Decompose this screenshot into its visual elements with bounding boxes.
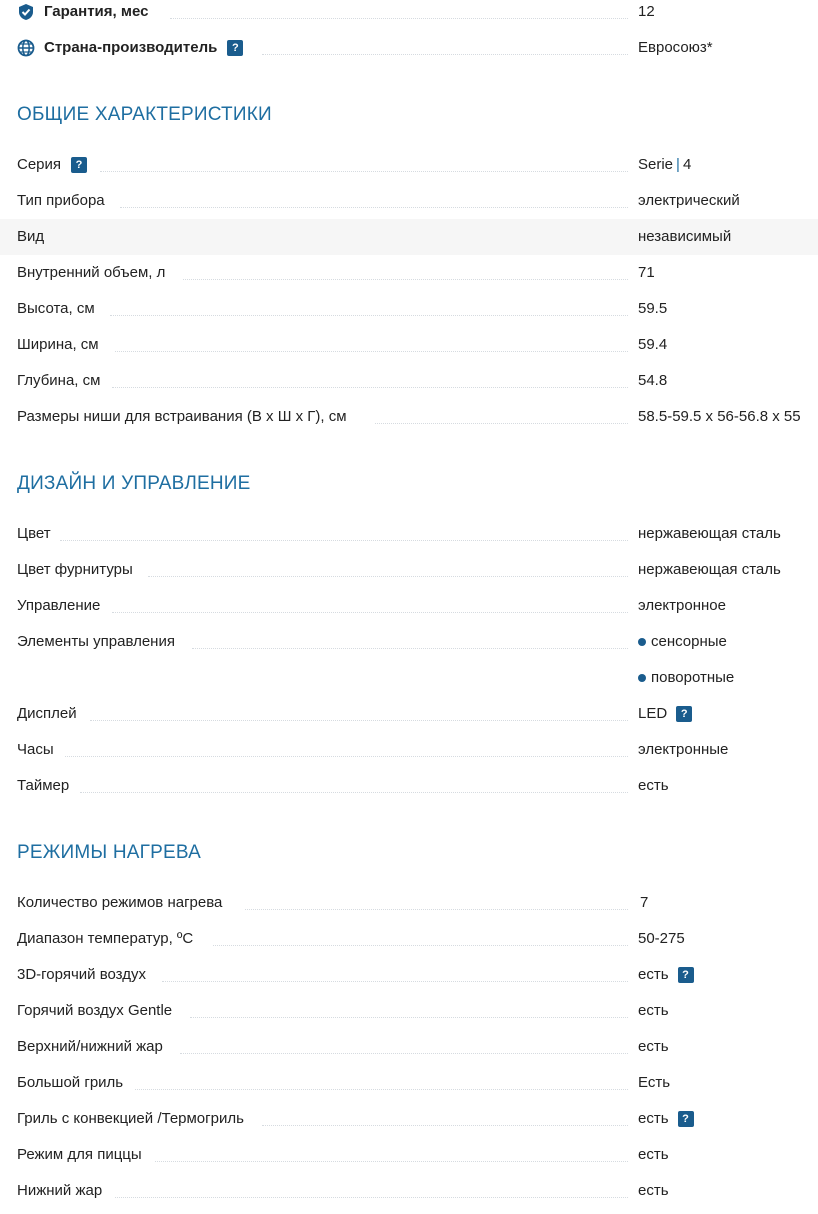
spec-value: независимый <box>638 228 732 245</box>
spec-row-country <box>0 30 818 66</box>
dotted-leader <box>100 171 628 172</box>
spec-row-kind <box>0 219 818 255</box>
spec-value <box>638 957 694 993</box>
dotted-leader <box>262 54 628 55</box>
spec-value: электронное <box>638 597 726 614</box>
dotted-leader <box>155 1161 628 1162</box>
dotted-leader <box>110 315 628 316</box>
spec-row-clock <box>0 732 818 768</box>
spec-row-width <box>0 327 818 363</box>
spec-value: 54.8 <box>638 372 668 389</box>
spec-value-list-item <box>638 660 734 696</box>
spec-value <box>638 147 691 183</box>
spec-value: есть <box>638 1182 669 1199</box>
spec-row-device-type <box>0 183 818 219</box>
dotted-leader <box>192 648 628 649</box>
dotted-leader <box>190 1017 628 1018</box>
spec-label-text: Дисплей <box>17 705 77 722</box>
mode-value: есть <box>638 1110 669 1127</box>
dotted-leader <box>245 909 628 910</box>
spec-label-text: Размеры ниши для встраивания (В х Ш х Г), см <box>17 408 347 425</box>
spec-value: 58.5-59.5 x 56-56.8 x 55 <box>638 408 801 425</box>
spec-label-text: Тип прибора <box>17 192 105 209</box>
spec-label-text: Гарантия, мес <box>44 3 149 20</box>
dotted-leader <box>375 423 628 424</box>
spec-row-volume <box>0 255 818 291</box>
spec-row-mode-count <box>0 885 818 921</box>
dotted-leader <box>90 720 628 721</box>
spec-value: 71 <box>638 264 655 281</box>
spec-label-text: Верхний/нижний жар <box>17 1038 163 1055</box>
help-icon[interactable]: ? <box>71 157 87 173</box>
spec-row-display <box>0 696 818 732</box>
spec-row-pizza-mode <box>0 1137 818 1173</box>
help-icon[interactable]: ? <box>678 967 694 983</box>
spec-value: нержавеющая сталь <box>638 561 781 578</box>
spec-value: 59.4 <box>638 336 668 353</box>
spec-row-large-grill <box>0 1065 818 1101</box>
spec-label-text: Цвет фурнитуры <box>17 561 133 578</box>
spec-row-control-elements-2 <box>0 660 818 696</box>
dotted-leader <box>162 981 628 982</box>
dotted-leader <box>115 351 628 352</box>
dotted-leader <box>213 945 628 946</box>
dotted-leader <box>135 1089 628 1090</box>
spec-row-series <box>0 147 818 183</box>
dotted-leader <box>80 792 628 793</box>
bullet-icon <box>638 638 646 646</box>
spec-label-text: Страна-производитель <box>44 39 218 56</box>
dotted-leader <box>180 1053 628 1054</box>
spec-label-text: Ширина, см <box>17 336 99 353</box>
spec-row-bottom-heat <box>0 1173 818 1209</box>
dotted-leader <box>112 387 628 388</box>
help-icon[interactable]: ? <box>678 1111 694 1127</box>
series-name: Serie <box>638 156 674 173</box>
mode-value: есть <box>638 966 669 983</box>
spec-value-list-item <box>638 624 727 660</box>
spec-row-depth <box>0 363 818 399</box>
spec-label-text: Диапазон температур, ºС <box>17 930 194 947</box>
dotted-leader <box>112 612 628 613</box>
section-title-design: ДИЗАЙН И УПРАВЛЕНИЕ <box>17 473 251 494</box>
dotted-leader <box>262 1125 628 1126</box>
spec-row-top-bottom-heat <box>0 1029 818 1065</box>
spec-label-text: Большой гриль <box>17 1074 124 1091</box>
spec-label-text: Горячий воздух Gentle <box>17 1002 173 1019</box>
help-icon[interactable]: ? <box>676 706 692 722</box>
spec-value: есть <box>638 777 669 794</box>
spec-value: нержавеющая сталь <box>638 525 781 542</box>
spec-label-text: Цвет <box>17 525 51 542</box>
spec-value: есть <box>638 1002 669 1019</box>
spec-row-fittings-color <box>0 552 818 588</box>
dotted-leader <box>120 207 628 208</box>
help-icon[interactable]: ? <box>227 40 243 56</box>
spec-value: Евросоюз* <box>638 39 713 56</box>
spec-label-text: Управление <box>17 597 101 614</box>
spec-row-control-elements <box>0 624 818 660</box>
spec-value: 59.5 <box>638 300 668 317</box>
spec-row-temp-range <box>0 921 818 957</box>
spec-row-3d-hot-air <box>0 957 818 993</box>
spec-label-text: Часы <box>17 741 54 758</box>
spec-label-text: Элементы управления <box>17 633 175 650</box>
spec-row-control <box>0 588 818 624</box>
list-item-text: поворотные <box>651 669 735 686</box>
dotted-leader <box>65 756 628 757</box>
spec-label-text: Нижний жар <box>17 1182 103 1199</box>
spec-row-convection-grill <box>0 1101 818 1137</box>
section-title-heating-modes: РЕЖИМЫ НАГРЕВА <box>17 842 202 863</box>
spec-label-text: Таймер <box>17 777 70 794</box>
spec-label-text: Вид <box>17 228 45 245</box>
spec-value: 12 <box>638 3 655 20</box>
spec-label-text: Серия <box>17 156 62 173</box>
spec-value: 7 <box>640 894 649 911</box>
dotted-leader <box>183 279 628 280</box>
spec-row-hot-air-gentle <box>0 993 818 1029</box>
spec-row-color <box>0 516 818 552</box>
spec-label-text: 3D-горячий воздух <box>17 966 146 983</box>
series-separator: | <box>676 156 680 173</box>
spec-value: есть <box>638 1038 669 1055</box>
spec-label-text: Режим для пиццы <box>17 1146 142 1163</box>
spec-label-text: Гриль с конвекцией /Термогриль <box>17 1110 244 1127</box>
dotted-leader <box>170 18 628 19</box>
spec-value: 50-275 <box>638 930 685 947</box>
spec-value: Есть <box>638 1074 671 1091</box>
dotted-leader <box>148 576 628 577</box>
spec-label-text: Внутренний объем, л <box>17 264 166 281</box>
dotted-leader <box>60 540 628 541</box>
section-title-general: ОБЩИЕ ХАРАКТЕРИСТИКИ <box>17 104 272 125</box>
spec-row-warranty <box>0 0 818 30</box>
spec-value: электронные <box>638 741 729 758</box>
shield-check-icon <box>17 3 35 21</box>
series-number: 4 <box>682 156 692 173</box>
spec-value: есть <box>638 1146 669 1163</box>
spec-label-text: Глубина, см <box>17 372 101 389</box>
spec-row-niche-size <box>0 399 818 435</box>
list-item-text: сенсорные <box>651 633 727 650</box>
spec-row-height <box>0 291 818 327</box>
globe-icon <box>17 39 35 57</box>
spec-label-text: Высота, см <box>17 300 95 317</box>
dotted-leader <box>115 1197 628 1198</box>
spec-row-timer <box>0 768 818 804</box>
display-value: LED <box>638 705 668 722</box>
spec-value: электрический <box>638 192 740 209</box>
spec-label-text: Количество режимов нагрева <box>17 894 223 911</box>
spec-value <box>638 1101 694 1137</box>
spec-value <box>638 696 692 732</box>
bullet-icon <box>638 674 646 682</box>
